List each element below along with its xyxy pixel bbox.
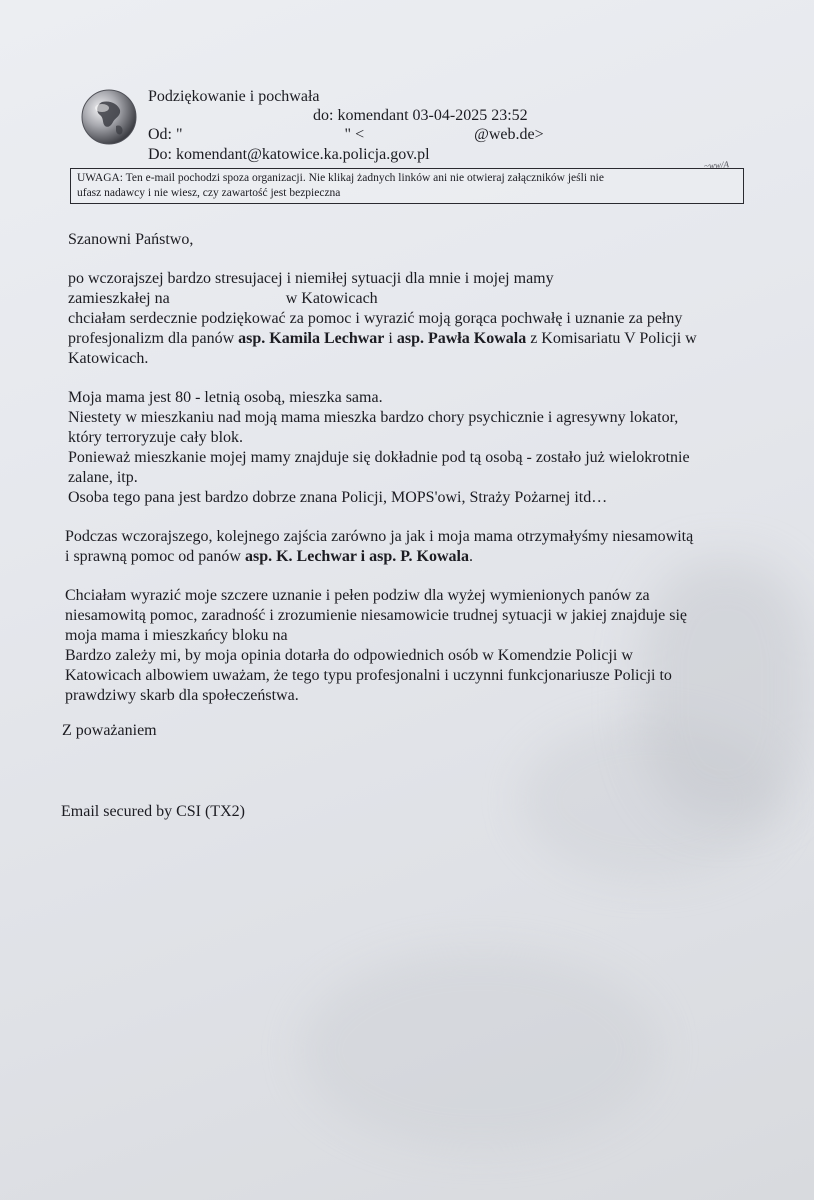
paragraph-line: który terroryzuje cały blok. [68,429,244,446]
external-email-warning [70,168,744,204]
paragraph-line [62,329,762,349]
paragraph-line: Chciałam wyrazić moje szczere uznanie i pełen podziw dla wyżej wymienionych panów za [65,587,650,604]
text-run: i [384,330,397,347]
city-text: w Katowicach [285,290,378,307]
text-run: . [469,548,473,565]
letter-body [62,230,762,706]
greeting: Szanowni Państwo, [68,231,194,248]
warning-line: ufasz nadawcy i nie wiesz, czy zawartość jest bezpieczna [77,187,341,199]
address-lead: zamieszkałej na [68,290,170,307]
paragraph-line: chciałam serdecznie podziękować za pomoc i wyrazić moją gorąca pochwałę i uznanie za pełny [68,310,683,327]
text-run: i sprawną pomoc od panów [65,548,245,565]
scan-mark: ~ww/A [703,159,730,171]
paragraph-line: po wczorajszej bardzo stresujacej i niemiłej sytuacji dla mnie i mojej mamy [68,270,554,287]
closing: Z poważaniem [62,722,157,739]
from-mid: " < [344,126,365,143]
officer-name: asp. Kamila Lechwar [238,330,385,347]
paragraph-line: Niestety w mieszkaniu nad moją mama mieszka bardzo chory psychicznie i agresywny lokator, [68,409,679,426]
officer-names: asp. K. Lechwar i asp. P. Kowala [244,548,469,565]
paragraph-line: Katowicach albowiem uważam, że tego typu profesjonalni i uczynni funkcjonariusze Policji to [65,667,672,684]
warning-line: UWAGA: Ten e-mail pochodzi spoza organizacji. Nie klikaj żadnych linków ani nie otwieraj załączników jeśli nie [77,172,604,184]
paragraph-line [62,547,762,567]
email-meta: do: komendant 03-04-2025 23:52 [313,107,528,124]
text-run: profesjonalizm dla panów [68,330,239,347]
paragraph-line [62,289,762,309]
paper-smudge [300,950,660,1150]
email-from [148,125,544,145]
paragraph-line: Katowicach. [68,350,149,367]
officer-name: asp. Pawła Kowala [396,330,527,347]
paragraph-line: Ponieważ mieszkanie mojej mamy znajduje się dokładnie pod tą osobą - zostało już wielokrotnie [68,449,690,466]
paragraph-line: Podczas wczorajszego, kolejnego zajścia zarówno ja jak i moja mama otrzymałyśmy niesamowitą [65,528,694,545]
paragraph-line: prawdziwy skarb dla społeczeństwa. [65,687,299,704]
paragraph-line: Moja mama jest 80 - letnią osobą, mieszka sama. [68,389,383,406]
email-footer: Email secured by CSI (TX2) [61,803,245,820]
globe-icon [80,88,138,146]
paragraph-line: Osoba tego pana jest bardzo dobrze znana Policji, MOPS'owi, Straży Pożarnej itd… [68,489,608,506]
text-run: z Komisariatu V Policji w [526,330,697,347]
paragraph-line: zalane, itp. [68,469,138,486]
paragraph-line: niesamowitą pomoc, zaradność i zrozumienie niesamowicie trudnej sytuacji w jakiej znajduje się [65,607,688,624]
from-domain: @web.de> [474,126,544,143]
email-subject: Podziękowanie i pochwała [148,88,320,105]
paragraph-line: moja mama i mieszkańcy bloku na [65,627,288,644]
from-label: Od: " [148,126,183,143]
paragraph-line: Bardzo zależy mi, by moja opinia dotarła do odpowiednich osób w Komendzie Policji w [65,647,633,664]
email-to: Do: komendant@katowice.ka.policja.gov.pl [148,146,430,163]
